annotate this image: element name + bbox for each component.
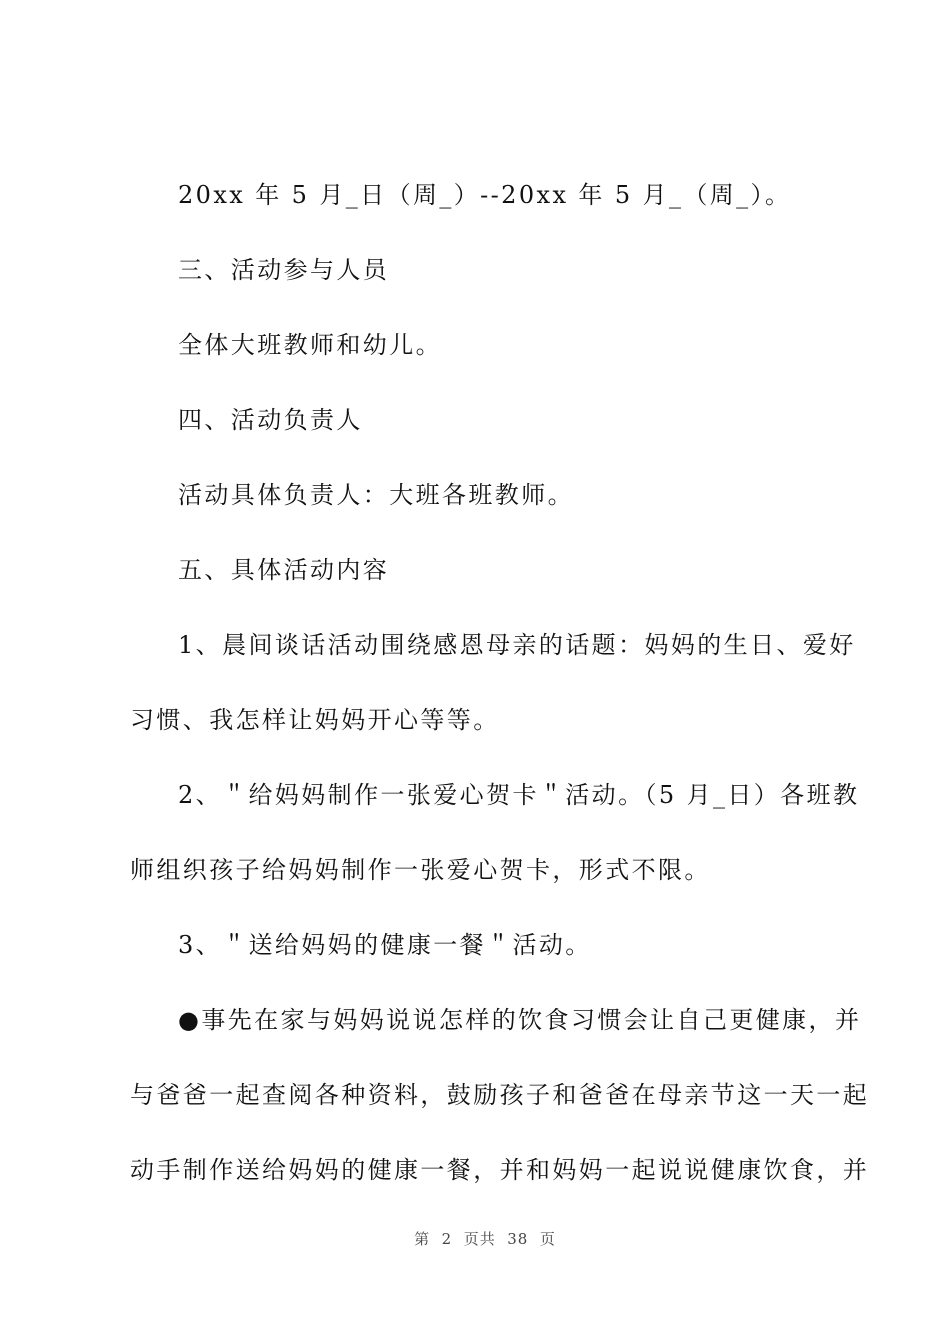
responsible-text: 活动具体负责人：大班各班教师。	[178, 481, 574, 509]
paragraph-line: 1、晨间谈话活动围绕感恩母亲的话题：妈妈的生日、爱好	[178, 631, 856, 659]
paragraph-line: 3、＂送给妈妈的健康一餐＂活动。	[178, 931, 592, 959]
page-number-footer: 第 2 页共 38 页	[414, 1230, 556, 1248]
date-range-line: 20xx 年 5 月_日（周_）--20xx 年 5 月_（周_）。	[178, 181, 792, 209]
paragraph-line: 与爸爸一起查阅各种资料，鼓励孩子和爸爸在母亲节这一天一起	[130, 1081, 870, 1109]
paragraph-line: 师组织孩子给妈妈制作一张爱心贺卡，形式不限。	[130, 856, 711, 884]
paragraph-line: ●事先在家与妈妈说说怎样的饮食习惯会让自己更健康，并	[178, 1006, 862, 1034]
participants-text: 全体大班教师和幼儿。	[178, 331, 442, 359]
paragraph-line: 习惯、我怎样让妈妈开心等等。	[130, 706, 500, 734]
section-heading-content: 五、具体活动内容	[178, 556, 390, 584]
section-heading-responsible: 四、活动负责人	[178, 406, 363, 434]
paragraph-line: 2、＂给妈妈制作一张爱心贺卡＂活动。（5 月_日）各班教	[178, 781, 860, 809]
paragraph-line: 动手制作送给妈妈的健康一餐，并和妈妈一起说说健康饮食，并	[130, 1156, 870, 1184]
section-heading-participants: 三、活动参与人员	[178, 256, 390, 284]
